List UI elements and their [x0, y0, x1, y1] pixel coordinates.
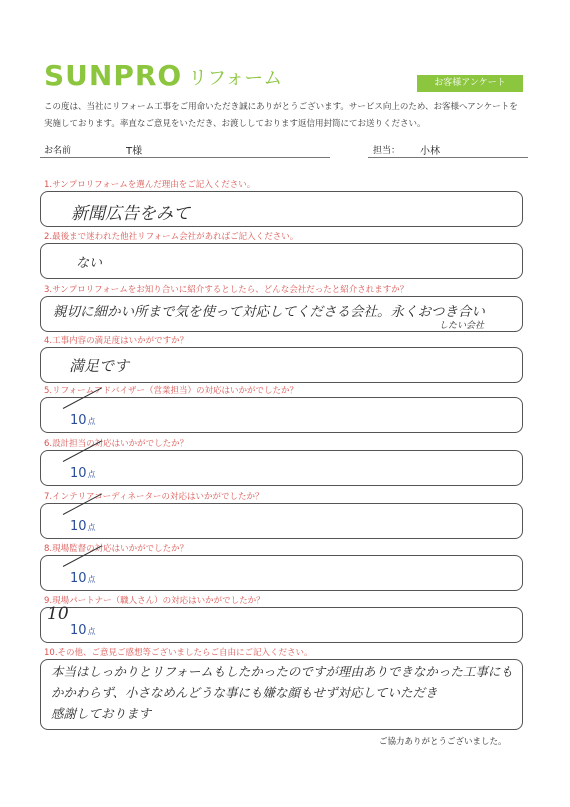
answer-10-line1: 本当はしっかりとリフォームもしたかったのですが理由ありできなかった工事にも: [51, 664, 513, 679]
score-8-unit: 点: [87, 575, 96, 584]
intro-text: この度は、当社にリフォーム工事をご用命いただき誠にありがとうございます。サービス向上のため、お客様へアンケートを実施しております。率直なご意見をいただき、お渡ししております返信用封筒にてお送りください。: [44, 102, 518, 129]
question-4-label: 4.工事内容の満足度はいかがですか？: [44, 336, 189, 346]
answer-2-text: ない: [76, 256, 103, 271]
answer-box-3[interactable]: [40, 296, 523, 332]
answer-box-4[interactable]: [40, 347, 523, 383]
score-6-unit: 点: [87, 470, 96, 479]
question-1-label: 1.サンプロリフォームを選んだ理由をご記入ください。: [44, 180, 256, 190]
score-5-value: 10: [70, 413, 87, 428]
score-box-7[interactable]: [40, 503, 523, 539]
score-9-unit: 点: [87, 627, 96, 636]
thanks-text: ご協力ありがとうございました。: [379, 737, 507, 747]
survey-badge: お客様アンケート: [417, 75, 523, 92]
name-underline: [40, 157, 330, 158]
answer-10-line2: かかわらず、小さなめんどうな事にも嫌な顔もせず対応していただき: [51, 685, 438, 700]
logo-main-text: SUNPRO: [44, 59, 183, 92]
question-9-label: 9.現場パートナー（職人さん）の対応はいかがでしたか？: [44, 596, 265, 606]
score-box-6[interactable]: [40, 450, 523, 486]
answer-box-2[interactable]: [40, 243, 523, 279]
question-8-label: 8.現場監督の対応はいかがでしたか？: [44, 544, 189, 554]
name-value: T様: [126, 146, 143, 157]
staff-label: 担当：: [373, 146, 401, 156]
question-10-label: 10.その他、ご意見ご感想等ございましたらご自由にご記入ください。: [44, 648, 313, 658]
score-5: [70, 413, 96, 428]
score-7-unit: 点: [87, 523, 96, 532]
staff-underline: [368, 157, 528, 158]
answer-box-1[interactable]: [40, 191, 523, 227]
score-5-unit: 点: [87, 417, 96, 426]
logo-sub-text: リフォーム: [188, 67, 283, 89]
score-box-9[interactable]: [40, 604, 523, 643]
score-7-value: 10: [70, 519, 87, 534]
question-5-label: 5.リフォームアドバイザー（営業担当）の対応はいかがでしたか？: [44, 386, 299, 396]
score-8-value: 10: [70, 571, 87, 586]
answer-box-10[interactable]: [40, 659, 523, 730]
answer-4-text: 満足です: [69, 357, 130, 375]
question-7-label: 7.インテリアコーディネーターの対応はいかがでしたか？: [44, 492, 264, 502]
answer-3-text-line1: 親切に細かい所まで気を使って対応してくださる会社。永くおつき合い: [53, 304, 485, 320]
question-3-label: 3.サンプロリフォームをお知り合いに紹介するとしたら、どんな会社だったと紹介されますか？: [44, 285, 409, 295]
score-box-8[interactable]: [40, 555, 523, 591]
answer-3-text-line2: したい会社: [439, 321, 485, 331]
score-6: [70, 466, 96, 481]
answer-10-line3: 感謝しております: [51, 706, 152, 721]
score-9-value: 10: [70, 623, 87, 638]
score-7: [70, 519, 96, 534]
answer-1-text: 新聞広告をみて: [71, 204, 190, 224]
score-box-5[interactable]: [40, 397, 523, 433]
question-2-label: 2.最後まで迷われた他社リフォーム会社があればご記入ください。: [44, 232, 299, 242]
staff-value: 小林: [420, 146, 440, 157]
name-label: お名前: [44, 146, 72, 156]
sunpro-logo: [44, 59, 283, 92]
question-6-label: 6.設計担当の対応はいかがでしたか？: [44, 439, 189, 449]
score-6-value: 10: [70, 466, 87, 481]
score-9-handwritten: 10: [47, 604, 69, 624]
score-8: [70, 571, 96, 586]
score-9: [70, 623, 96, 638]
